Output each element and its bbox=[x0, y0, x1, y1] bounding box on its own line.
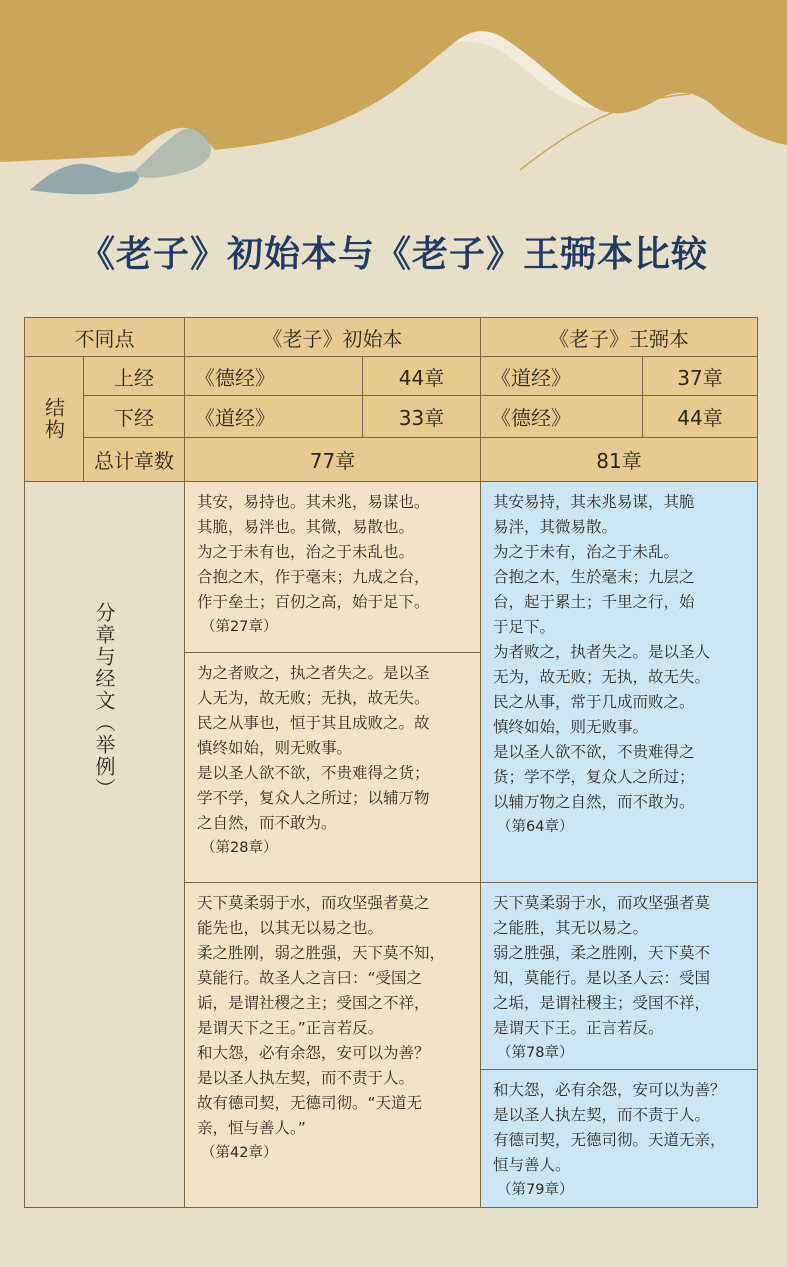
header-original-edition: 《老子》初始本 bbox=[184, 317, 481, 357]
upper-original-count: 44章 bbox=[362, 356, 481, 396]
page-title: 《老子》初始本与《老子》王弼本比较 bbox=[78, 233, 708, 275]
passage-line: 慎终如始，则无败事。 bbox=[197, 739, 353, 757]
passage-line: 恒与善人。 bbox=[493, 1156, 571, 1174]
structure-label: 结构 bbox=[41, 397, 66, 441]
header-diff: 不同点 bbox=[24, 317, 185, 357]
passage-line: 作于垒土；百仞之高，始于足下。 bbox=[197, 593, 430, 611]
passage-line: 为之于未有也，治之于未乱也。 bbox=[197, 543, 415, 561]
comparison-table bbox=[24, 317, 758, 1208]
passage-line: 民之从事，常于几成而败之。 bbox=[493, 693, 695, 711]
passage-line: 台，起于累土；千里之行，始 bbox=[493, 593, 695, 611]
passage-line: 莫能行。故圣人之言曰：“受国之 bbox=[197, 969, 423, 987]
passage-line: 有德司契，无德司彻。天道无亲， bbox=[493, 1131, 726, 1149]
passage-line: 无为，故无败；无执，故无失。 bbox=[493, 668, 711, 686]
passage-line: 柔之胜刚，弱之胜强，天下莫不知， bbox=[197, 944, 446, 962]
passage-line: 货；学不学，复众人之所过； bbox=[493, 768, 695, 786]
passage-line: 知，莫能行。是以圣人云：受国 bbox=[493, 969, 711, 987]
lower-original-name: 《道经》 bbox=[184, 395, 363, 438]
lower-classic-label: 下经 bbox=[83, 395, 185, 438]
wang-passage-64 bbox=[480, 481, 758, 883]
chapter-note: （第79章） bbox=[497, 1182, 574, 1198]
chapter-note: （第42章） bbox=[201, 1145, 278, 1161]
upper-classic-label: 上经 bbox=[83, 356, 185, 396]
upper-wang-name: 《道经》 bbox=[480, 356, 643, 396]
passage-line: 故有德司契，无德司彻。“天道无 bbox=[197, 1094, 423, 1112]
passage-line: 诟，是谓社稷之主；受国之不祥， bbox=[197, 994, 430, 1012]
passage-line: 为者败之，执者失之。是以圣人 bbox=[493, 643, 711, 661]
structure-label-cell bbox=[24, 356, 84, 482]
original-passage-42 bbox=[184, 882, 481, 1208]
passage-line: 是以圣人欲不欲，不贵难得之 bbox=[493, 743, 695, 761]
passage-line: 其脆，易泮也。其微，易散也。 bbox=[197, 518, 415, 536]
passage-line: 和大怨，必有余怨，安可以为善？ bbox=[493, 1081, 726, 1099]
passage-line: 弱之胜强，柔之胜刚，天下莫不 bbox=[493, 944, 711, 962]
passage-line: 为之于未有，治之于未乱。 bbox=[493, 543, 680, 561]
lower-original-count: 33章 bbox=[362, 395, 481, 438]
passage-line: 学不学，复众人之所过；以辅万物 bbox=[197, 789, 430, 807]
total-wang-count: 81章 bbox=[480, 437, 758, 482]
wang-passage-79 bbox=[480, 1069, 758, 1208]
passage-line: 亲，恒与善人。” bbox=[197, 1119, 306, 1137]
chapter-note: （第28章） bbox=[201, 840, 278, 856]
passage-line: 是以圣人执左契，而不责于人。 bbox=[197, 1069, 415, 1087]
passage-line: 民之从事也，恒于其且成败之。故 bbox=[197, 714, 430, 732]
original-passage-28 bbox=[184, 652, 481, 883]
original-passage-27 bbox=[184, 481, 481, 653]
passage-line: 天下莫柔弱于水，而攻坚强者莫之 bbox=[197, 894, 430, 912]
chapter-note: （第78章） bbox=[497, 1045, 574, 1061]
passage-line: 其安易持，其未兆易谋，其脆 bbox=[493, 493, 695, 511]
passage-line: 于足下。 bbox=[493, 618, 556, 636]
passage-line: 为之者败之，执之者失之。是以圣 bbox=[197, 664, 430, 682]
lower-wang-count: 44章 bbox=[642, 395, 758, 438]
total-chapters-label: 总计章数 bbox=[83, 437, 185, 482]
upper-wang-count: 37章 bbox=[642, 356, 758, 396]
passage-line: 合抱之木，生於毫末；九层之 bbox=[493, 568, 695, 586]
chapter-note: （第27章） bbox=[201, 619, 278, 635]
passage-line: 和大怨，必有余怨，安可以为善？ bbox=[197, 1044, 430, 1062]
upper-original-name: 《德经》 bbox=[184, 356, 363, 396]
sections-label-cell bbox=[24, 481, 185, 1208]
passage-line: 易泮，其微易散。 bbox=[493, 518, 618, 536]
passage-line: 天下莫柔弱于水，而攻坚强者莫 bbox=[493, 894, 711, 912]
lower-wang-name: 《德经》 bbox=[480, 395, 643, 438]
passage-line: 人无为，故无败；无执，故无失。 bbox=[197, 689, 430, 707]
passage-line: 能先也，以其无以易之也。 bbox=[197, 919, 384, 937]
wang-passage-78 bbox=[480, 882, 758, 1070]
sections-label: 分章与经文（举例） bbox=[92, 602, 116, 800]
passage-line: 是谓天下之王。”正言若反。 bbox=[197, 1019, 384, 1037]
chapter-note: （第64章） bbox=[497, 819, 574, 835]
passage-line: 之自然，而不敢为。 bbox=[197, 814, 337, 832]
passage-line: 以辅万物之自然，而不敢为。 bbox=[493, 793, 695, 811]
passage-line: 合抱之木，作于毫末；九成之台， bbox=[197, 568, 430, 586]
passage-line: 之垢，是谓社稷主；受国不祥， bbox=[493, 994, 711, 1012]
passage-line: 是以圣人执左契，而不责于人。 bbox=[493, 1106, 711, 1124]
passage-line: 其安，易持也。其未兆，易谋也。 bbox=[197, 493, 430, 511]
passage-line: 是以圣人欲不欲，不贵难得之货； bbox=[197, 764, 430, 782]
header-wang-bi-edition: 《老子》王弼本 bbox=[480, 317, 758, 357]
passage-line: 慎终如始，则无败事。 bbox=[493, 718, 649, 736]
mountain-landscape-illustration bbox=[0, 0, 787, 215]
passage-line: 之能胜，其无以易之。 bbox=[493, 919, 649, 937]
passage-line: 是谓天下王。正言若反。 bbox=[493, 1019, 664, 1037]
total-original-count: 77章 bbox=[184, 437, 481, 482]
